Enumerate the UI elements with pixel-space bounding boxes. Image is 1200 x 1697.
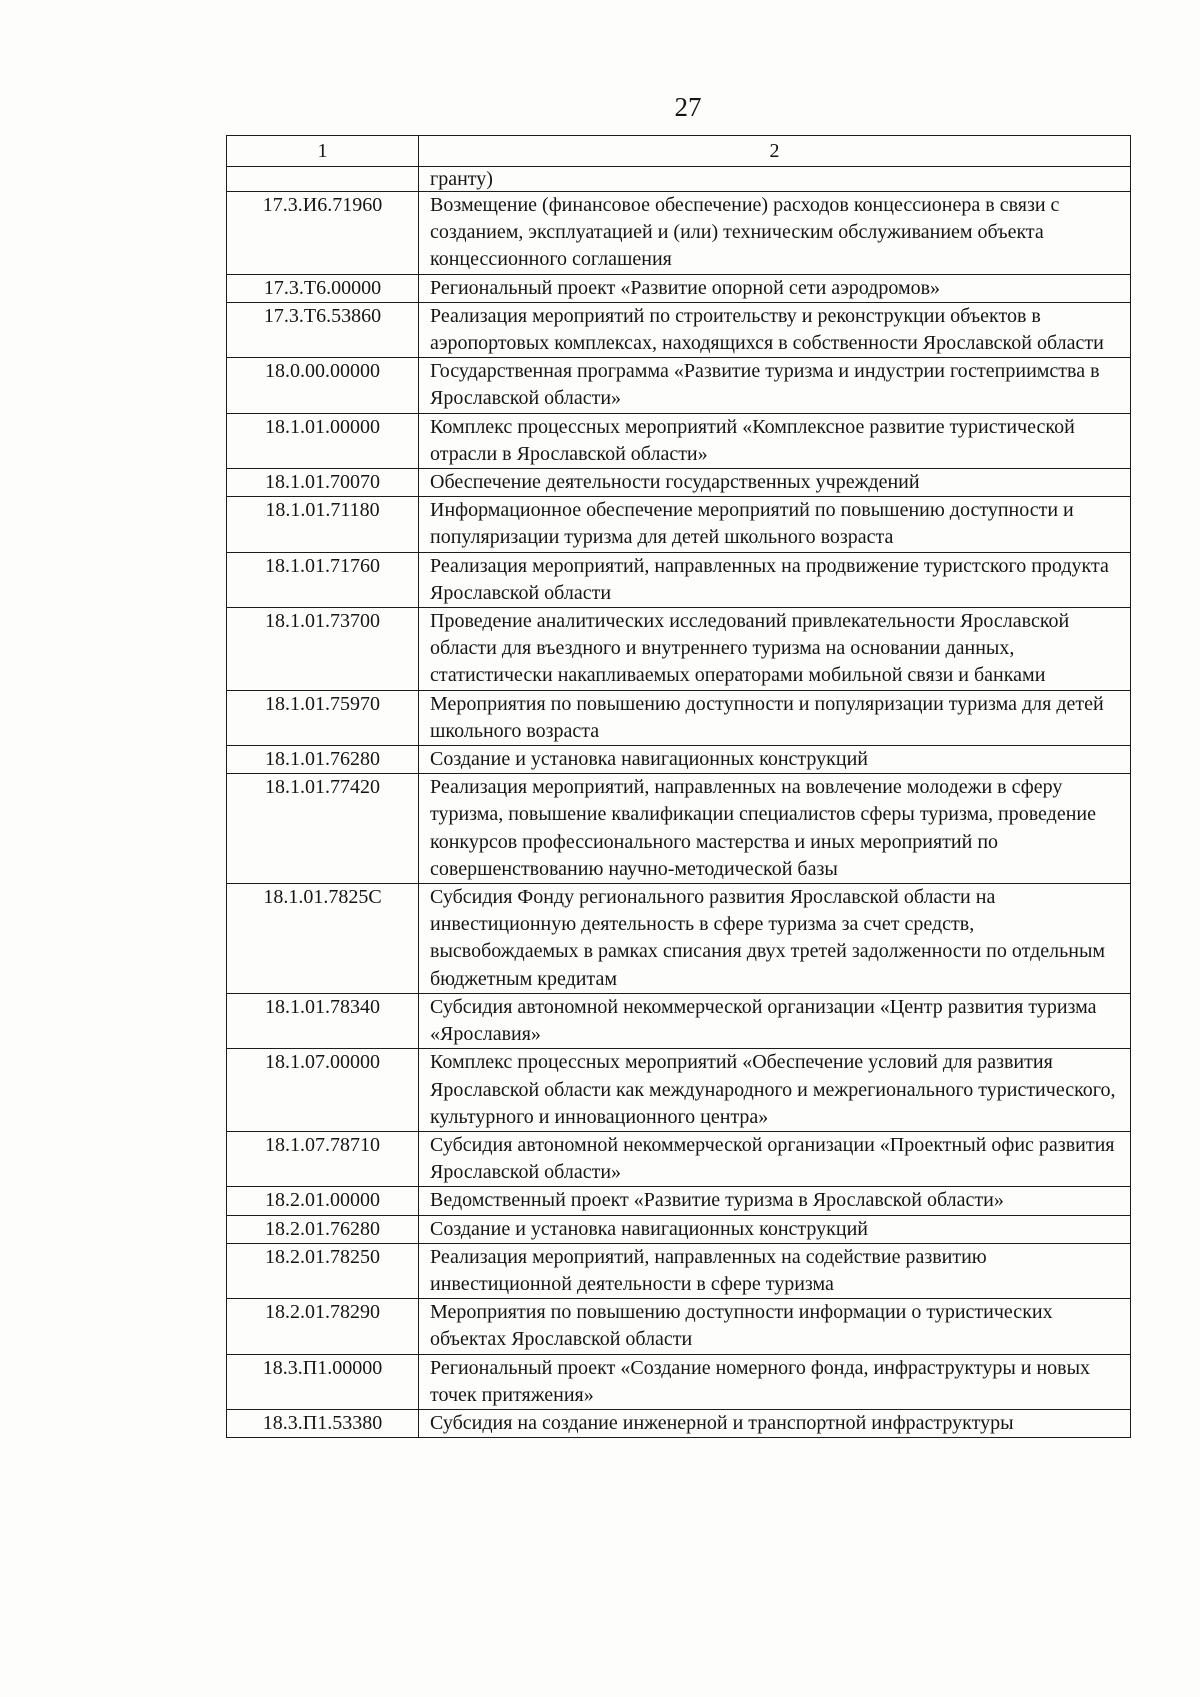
table-row <box>227 358 1131 413</box>
row-code: 17.3.И6.71960 <box>227 192 419 275</box>
row-code: 18.1.01.70070 <box>227 469 419 497</box>
table-row <box>227 993 1131 1048</box>
row-description: Государственная программа «Развитие туризма и индустрии гостеприимства в Ярославской области» <box>419 358 1131 413</box>
row-description: Реализация мероприятий по строительству и реконструкции объектов в аэропортовых комплексах, находящихся в собственности Ярославской области <box>419 302 1131 357</box>
row-code: 18.1.07.78710 <box>227 1131 419 1186</box>
header-col-1: 1 <box>227 136 419 167</box>
row-description: Создание и установка навигационных конструкций <box>419 746 1131 774</box>
row-description: Региональный проект «Создание номерного фонда, инфраструктуры и новых точек притяжения» <box>419 1354 1131 1409</box>
table-row <box>227 1049 1131 1132</box>
table-row <box>227 1131 1131 1186</box>
table-row <box>227 884 1131 994</box>
row-code: 18.1.07.00000 <box>227 1049 419 1132</box>
row-code: 18.2.01.76280 <box>227 1215 419 1243</box>
row-code: 18.1.01.76280 <box>227 746 419 774</box>
row-code: 18.3.П1.00000 <box>227 1354 419 1409</box>
row-code: 17.3.Т6.00000 <box>227 274 419 302</box>
row-description: Субсидия автономной некоммерческой организации «Центр развития туризма «Ярославия» <box>419 993 1131 1048</box>
table-row <box>227 302 1131 357</box>
table-row <box>227 413 1131 468</box>
row-code: 18.2.01.78290 <box>227 1299 419 1354</box>
table-row <box>227 1409 1131 1437</box>
table-row <box>227 746 1131 774</box>
row-code: 18.1.01.7825С <box>227 884 419 994</box>
row-code: 18.0.00.00000 <box>227 358 419 413</box>
table-row <box>227 1243 1131 1298</box>
row-code: 18.1.01.78340 <box>227 993 419 1048</box>
table-row <box>227 1354 1131 1409</box>
row-description: Региональный проект «Развитие опорной сети аэродромов» <box>419 274 1131 302</box>
row-description: Мероприятия по повышению доступности и популяризации туризма для детей школьного возраста <box>419 690 1131 745</box>
table-row <box>227 1299 1131 1354</box>
table-row <box>227 1187 1131 1215</box>
row-code: 18.3.П1.53380 <box>227 1409 419 1437</box>
row-description: Возмещение (финансовое обеспечение) расходов концессионера в связи с созданием, эксплуатацией и (или) техническим обслуживанием объекта концессионного соглашения <box>419 192 1131 275</box>
row-description: Субсидия автономной некоммерческой организации «Проектный офис развития Ярославской области» <box>419 1131 1131 1186</box>
table <box>226 135 1131 1438</box>
table-row <box>227 1215 1131 1243</box>
table-row <box>227 608 1131 691</box>
table-header-row <box>227 136 1131 167</box>
table-row <box>227 192 1131 275</box>
budget-classification-table <box>226 135 1130 1438</box>
row-code: 18.1.01.00000 <box>227 413 419 468</box>
row-description: Информационное обеспечение мероприятий по повышению доступности и популяризации туризма для детей школьного возраста <box>419 497 1131 552</box>
page-number: 27 <box>674 92 702 122</box>
row-description: Субсидия Фонду регионального развития Ярославской области на инвестиционную деятельность в сфере туризма за счет средств, высвобождаемых в рамках списания двух третей задолженности по отдельным бюджетным кредитам <box>419 884 1131 994</box>
row-description: Ведомственный проект «Развитие туризма в Ярославской области» <box>419 1187 1131 1215</box>
row-description: Создание и установка навигационных конструкций <box>419 1215 1131 1243</box>
row-description: Реализация мероприятий, направленных на содействие развитию инвестиционной деятельности в сфере туризма <box>419 1243 1131 1298</box>
table-row <box>227 469 1131 497</box>
row-description: Комплекс процессных мероприятий «Обеспечение условий для развития Ярославской области как международного и межрегионального туристического, культурного и инновационного центра» <box>419 1049 1131 1132</box>
row-code: 18.2.01.78250 <box>227 1243 419 1298</box>
row-description: Реализация мероприятий, направленных на вовлечение молодежи в сферу туризма, повышение квалификации специалистов сферы туризма, проведение конкурсов профессионального мастерства и иных мероприятий по совершенствованию научно-методической базы <box>419 774 1131 884</box>
table-row <box>227 274 1131 302</box>
row-code: 18.1.01.73700 <box>227 608 419 691</box>
row-description: Комплекс процессных мероприятий «Комплексное развитие туристической отрасли в Ярославской области» <box>419 413 1131 468</box>
table-row <box>227 774 1131 884</box>
row-description: Мероприятия по повышению доступности информации о туристических объектах Ярославской области <box>419 1299 1131 1354</box>
row-code: 18.1.01.75970 <box>227 690 419 745</box>
table-row <box>227 497 1131 552</box>
row-code: 18.1.01.71180 <box>227 497 419 552</box>
continuation-code-cell <box>227 167 419 192</box>
row-description: Реализация мероприятий, направленных на продвижение туристского продукта Ярославской области <box>419 552 1131 607</box>
row-description: Проведение аналитических исследований привлекательности Ярославской области для въездного и внутреннего туризма на основании данных, статистически накапливаемых операторами мобильной связи и банками <box>419 608 1131 691</box>
continuation-row <box>227 167 1131 192</box>
continuation-text-cell: гранту) <box>419 167 1131 192</box>
header-col-2: 2 <box>419 136 1131 167</box>
table-row <box>227 552 1131 607</box>
table-row <box>227 690 1131 745</box>
row-code: 18.1.01.77420 <box>227 774 419 884</box>
row-code: 17.3.Т6.53860 <box>227 302 419 357</box>
row-description: Обеспечение деятельности государственных учреждений <box>419 469 1131 497</box>
row-code: 18.1.01.71760 <box>227 552 419 607</box>
row-description: Субсидия на создание инженерной и транспортной инфраструктуры <box>419 1409 1131 1437</box>
row-code: 18.2.01.00000 <box>227 1187 419 1215</box>
